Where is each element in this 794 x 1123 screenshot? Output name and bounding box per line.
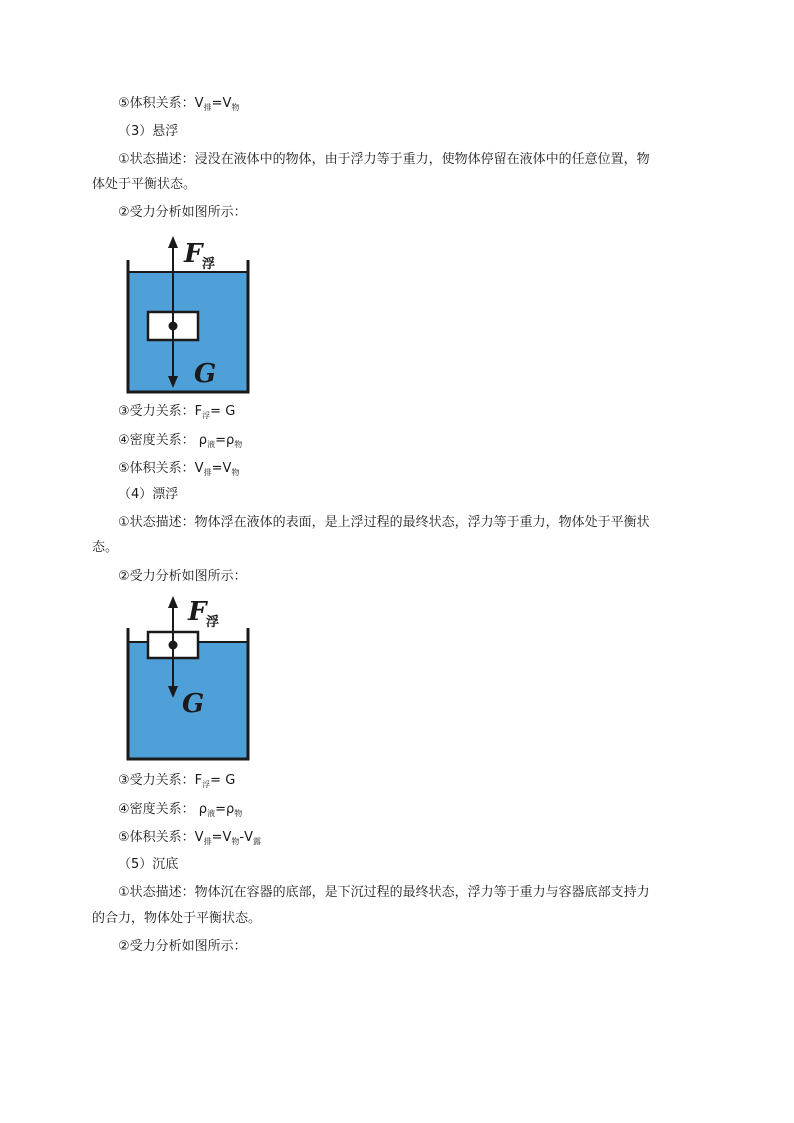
sinking-description-line2: 的合力，物体处于平衡状态。 <box>92 911 262 926</box>
volume-relation-line: ⑤体积关系：$V_排=V_物$ <box>118 96 240 112</box>
volume-relation-line: ⑤体积关系：$V_排=V_物-V_露$ <box>118 830 261 846</box>
suspension-description-line2: 体处于平衡状态。 <box>92 177 197 192</box>
buoyancy-label-sub: 浮 <box>206 615 220 630</box>
buoyancy-label: F <box>188 597 207 627</box>
suspension-force-diagram <box>118 232 258 397</box>
density-relation-line: ④密度关系： $\rho_液=\rho_物$ <box>118 802 243 818</box>
sinking-analysis-label: ②受力分析如图所示： <box>118 939 247 954</box>
density-relation-line: ④密度关系： $\rho_液=\rho_物$ <box>118 433 243 449</box>
volume-relation-line: ⑤体积关系：$V_排=V_物$ <box>118 461 240 477</box>
gravity-label: G <box>182 689 205 719</box>
force-relation-line: ③受力关系：$F_浮= G$ <box>118 404 236 420</box>
force-relation-line: ③受力关系：$F_浮= G$ <box>118 773 236 789</box>
suspension-description-line1: ①状态描述：浸没在液体中的物体，由于浮力等于重力，使物体停留在液体中的任意位置，物 <box>118 152 650 167</box>
sinking-heading: （5）沉底 <box>118 857 179 872</box>
buoyancy-arrowhead <box>168 236 178 248</box>
floating-description-line1: ①状态描述：物体浮在液体的表面，是上浮过程的最终状态，浮力等于重力，物体处于平衡状 <box>118 515 650 530</box>
gravity-label: G <box>194 359 217 389</box>
floating-heading: （4）漂浮 <box>118 487 179 502</box>
floating-description-line2: 态。 <box>92 540 119 555</box>
sinking-description-line1: ①状态描述：物体沉在容器的底部，是下沉过程的最终状态，浮力等于重力与容器底部支持力 <box>118 885 650 900</box>
floating-force-diagram <box>118 594 258 764</box>
suspension-analysis-label: ②受力分析如图所示： <box>118 205 247 220</box>
buoyancy-arrowhead <box>168 596 178 608</box>
suspension-heading: （3）悬浮 <box>118 124 179 139</box>
center-point <box>169 322 178 331</box>
floating-analysis-label: ②受力分析如图所示： <box>118 569 247 584</box>
buoyancy-label: F <box>184 239 203 269</box>
buoyancy-label-sub: 浮 <box>202 257 216 272</box>
center-point <box>169 641 178 650</box>
